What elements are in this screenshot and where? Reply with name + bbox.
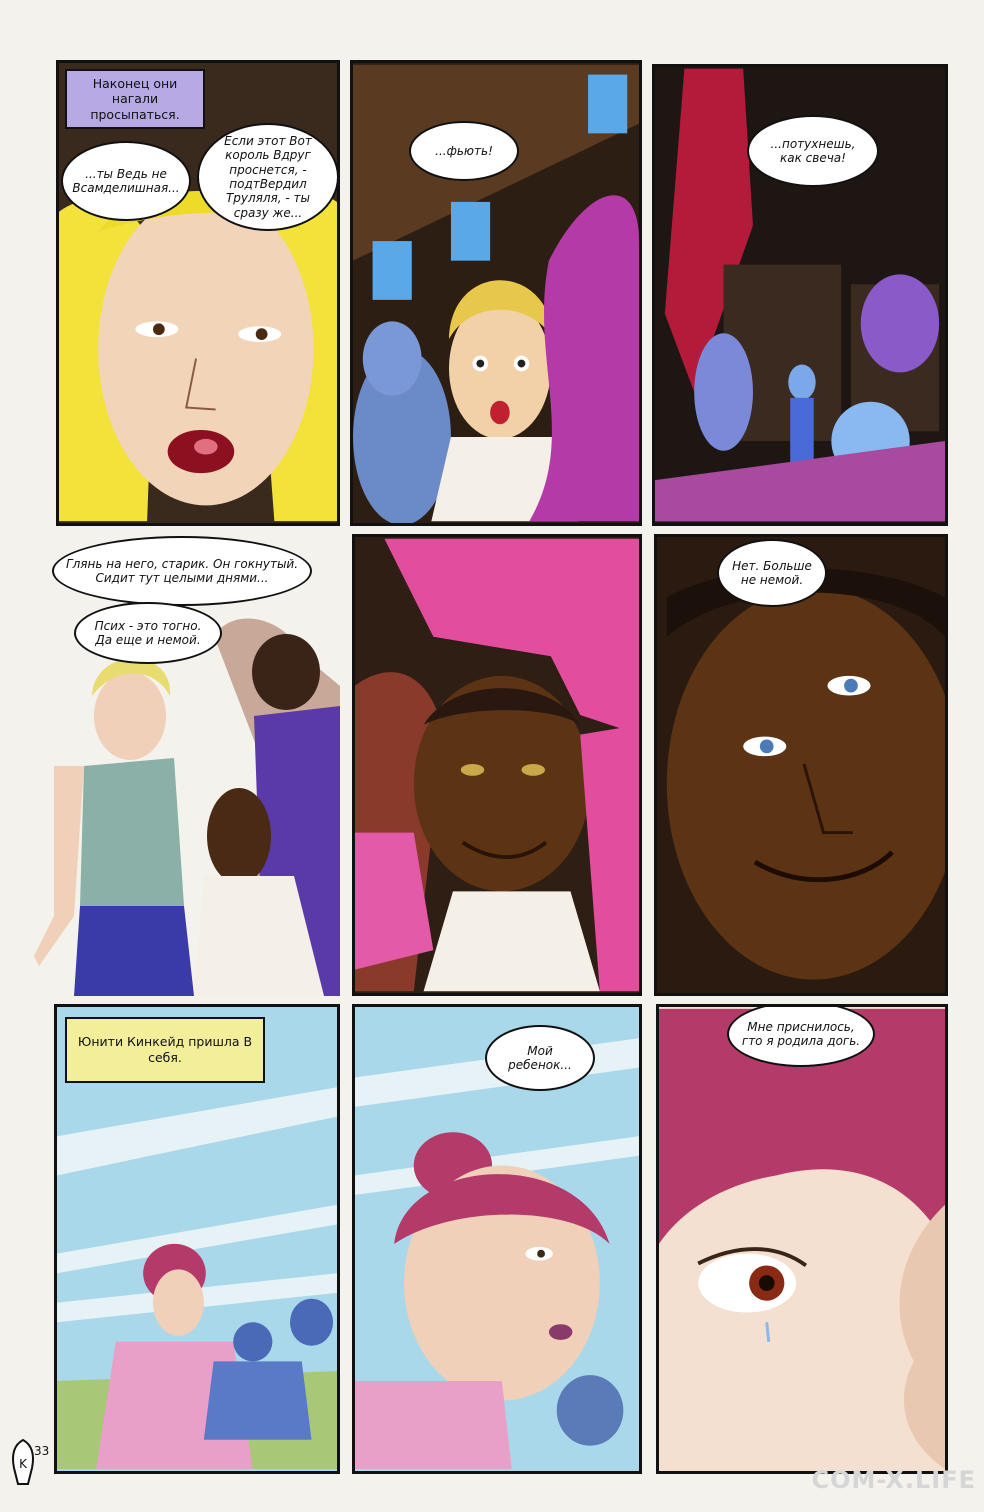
panel-3-balloon: ...потухнешь, как свеча! bbox=[747, 115, 879, 187]
panel-6 bbox=[654, 534, 948, 996]
panel-4-balloon-top: Глянь на него, старик. Он гокнутый. Сидит тут целыми днями... bbox=[52, 536, 312, 606]
panel-2-balloon: ...фьють! bbox=[409, 121, 519, 181]
panel-7 bbox=[54, 1004, 340, 1474]
panel-1-caption: Наконец они нагали просыпаться. bbox=[65, 69, 205, 129]
panel-4-balloon-bottom: Псих - это тогно. Да еще и немой. bbox=[74, 602, 222, 664]
svg-text:K: K bbox=[19, 1457, 27, 1471]
panel-2 bbox=[350, 60, 642, 526]
panel-1-balloon-left: ...ты Ведь не Всамделишная... bbox=[61, 141, 191, 221]
panel-4 bbox=[34, 536, 340, 996]
panel-9-art bbox=[659, 1007, 945, 1471]
panel-6-balloon: Нет. Больше не немой. bbox=[717, 539, 827, 607]
panel-5-art bbox=[355, 537, 639, 993]
panel-1-balloon-right: Если этот Вот король Вдруг проснется, - подтВердил Труляля, - ты сразу же... bbox=[197, 123, 339, 231]
page-number: 33 bbox=[34, 1444, 50, 1458]
panel-1 bbox=[56, 60, 340, 526]
panel-8-balloon: Мой ребенок... bbox=[485, 1025, 595, 1091]
panel-5 bbox=[352, 534, 642, 996]
panel-7-caption: Юнити Кинкейд пришла В себя. bbox=[65, 1017, 265, 1083]
panel-8 bbox=[352, 1004, 642, 1474]
panel-9 bbox=[656, 1004, 948, 1474]
watermark: COM-X.LIFE bbox=[811, 1466, 976, 1494]
panel-9-balloon: Мне приснилось, гто я родила догь. bbox=[727, 1004, 875, 1067]
panel-3 bbox=[652, 64, 948, 526]
panel-6-art bbox=[657, 537, 945, 993]
